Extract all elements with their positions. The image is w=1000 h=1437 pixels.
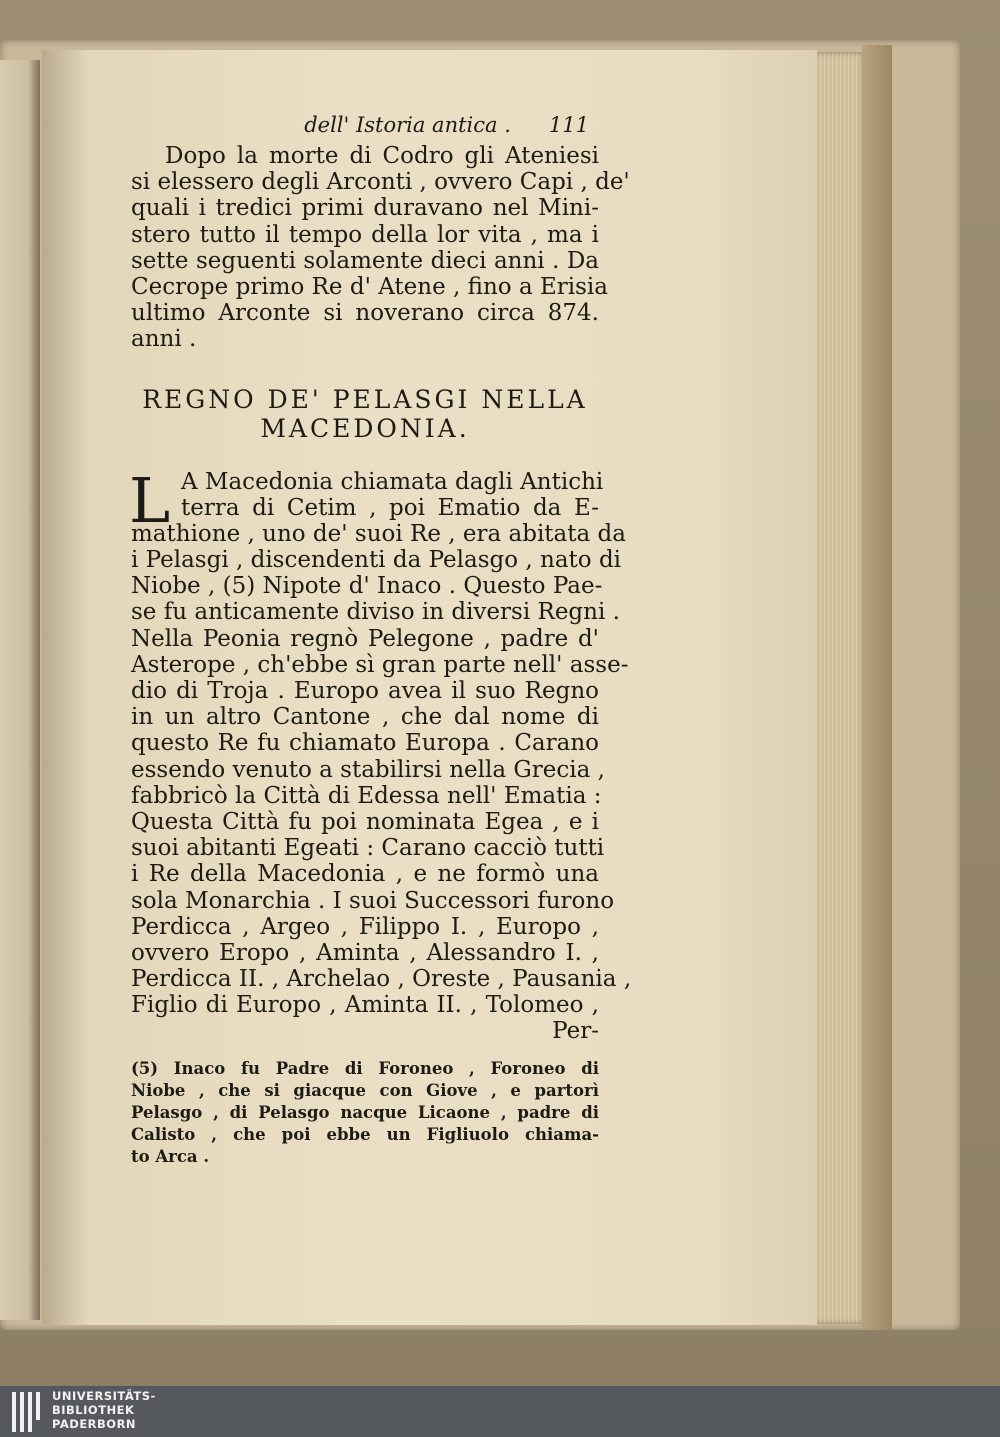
text-line: mathione , uno de' suoi Re , era abitata da	[131, 520, 626, 547]
binding-board	[862, 45, 892, 1330]
section-paragraph	[129, 463, 632, 1045]
text-line: i Re della Macedonia , e ne formò una	[131, 861, 599, 888]
drop-cap: L	[129, 463, 171, 537]
text-line: essendo venuto a stabilirsi nella Grecia ,	[131, 756, 605, 783]
text-line: Perdicca II. , Archelao , Oreste , Pausania ,	[131, 966, 632, 993]
logo-line: BIBLIOTHEK	[52, 1403, 135, 1417]
text-line: Figlio di Europo , Aminta II. , Tolomeo ,	[131, 992, 599, 1019]
footnote-line: to Arca .	[131, 1147, 210, 1167]
text-line: Questa Città fu poi nominata Egea , e i	[131, 808, 599, 835]
text-line: Nella Peonia regnò Pelegone , padre d'	[131, 625, 599, 652]
text-line: i Pelasgi , discendenti da Pelasgo , nato di	[131, 547, 622, 574]
text-line: si elessero degli Arconti , ovvero Capi , de'	[131, 169, 630, 196]
text-line: quali i tredici primi duravano nel Mini-	[131, 195, 599, 222]
text-line: se fu anticamente diviso in diversi Regni .	[131, 599, 620, 626]
library-footer-bar	[0, 1386, 1000, 1437]
text-line: stero tutto il tempo della lor vita , ma i	[131, 221, 599, 248]
heading-line: MACEDONIA.	[260, 413, 470, 443]
logo-line: PADERBORN	[52, 1417, 137, 1431]
text-line: suoi abitanti Egeati : Carano cacciò tutti	[131, 835, 605, 862]
text-line: A Macedonia chiamata dagli Antichi	[181, 468, 604, 495]
text-line: fabbricò la Città di Edessa nell' Ematia :	[131, 782, 602, 809]
library-logo-text	[52, 1389, 156, 1431]
text-line: questo Re fu chiamato Europa . Carano	[131, 730, 599, 757]
text-line: in un altro Cantone , che dal nome di	[131, 704, 599, 731]
text-line: terra di Cetim , poi Ematio da E-	[181, 494, 599, 521]
footnote	[131, 1058, 599, 1168]
running-head	[131, 113, 599, 143]
text-line: ultimo Arconte si noverano circa 874.	[131, 300, 599, 327]
footnote-line: Pelasgo , di Pelasgo nacque Licaone , padre di	[131, 1103, 599, 1123]
heading-line: REGNO DE' PELASGI NELLA	[142, 384, 588, 414]
text-line: anni .	[131, 326, 197, 353]
page-text	[129, 113, 632, 1168]
running-head-title: dell' Istoria antica .	[304, 113, 511, 137]
logo-line: UNIVERSITÄTS-	[52, 1389, 156, 1403]
left-page-edge	[0, 60, 40, 1320]
text-line: sette seguenti solamente dieci anni . Da	[131, 247, 599, 274]
section-heading	[131, 385, 599, 443]
footnote-line: Niobe , che si giacque con Giove , e partorì	[131, 1081, 599, 1101]
text-line: dio di Troja . Europo avea il suo Regno	[131, 678, 599, 704]
text-line: Perdicca , Argeo , Filippo I. , Europo ,	[131, 913, 599, 940]
text-line: Asterope , ch'ebbe sì gran parte nell' asse-	[131, 651, 629, 678]
library-logo-icon	[12, 1392, 42, 1432]
text-line: Dopo la morte di Codro gli Ateniesi	[165, 143, 599, 169]
text-line: sola Monarchia . I suoi Successori furono	[131, 887, 615, 914]
text-line: ovvero Eropo , Aminta , Alessandro I. ,	[131, 939, 599, 966]
text-line: Niobe , (5) Nipote d' Inaco . Questo Pae-	[131, 573, 603, 600]
page-fore-edge	[817, 52, 867, 1324]
text-line: Cecrope primo Re d' Atene , fino a Erisia	[131, 273, 608, 300]
page-number: 111	[548, 113, 589, 137]
intro-paragraph	[131, 143, 630, 353]
footnote-line: Calisto , che poi ebbe un Figliuolo chiama-	[131, 1125, 599, 1145]
catchword: Per-	[552, 1018, 599, 1045]
footnote-line: (5) Inaco fu Padre di Foroneo , Foroneo di	[131, 1059, 599, 1079]
